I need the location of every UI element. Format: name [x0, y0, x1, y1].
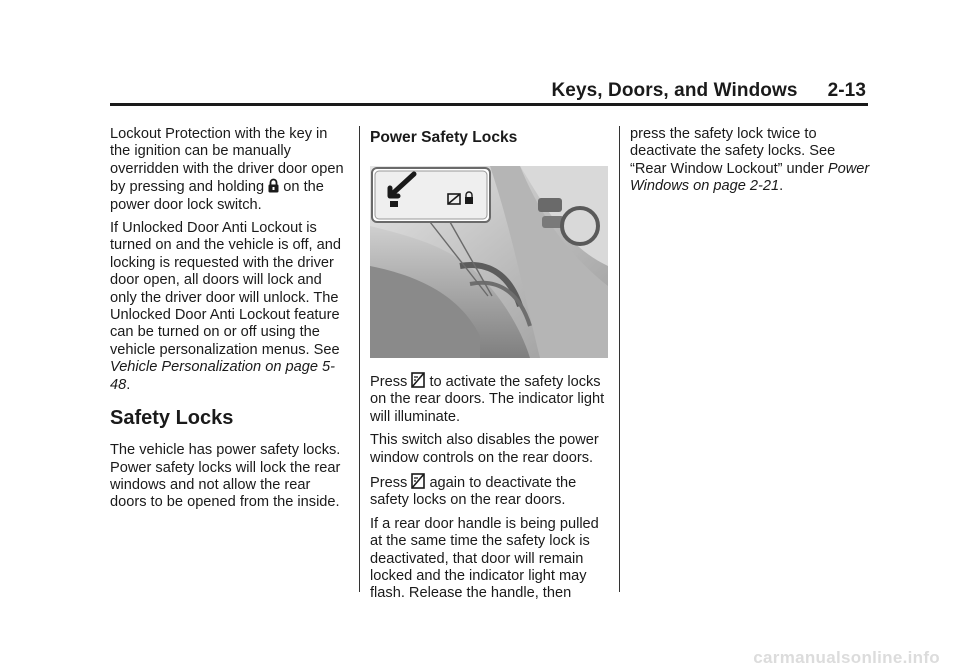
- column-divider: [359, 126, 360, 592]
- running-header: [551, 80, 866, 102]
- paragraph-switch-disables: This switch also disables the power window controls on the rear doors.: [370, 432, 599, 466]
- text: .: [126, 376, 131, 393]
- paragraph-lockout-protection: [110, 126, 350, 214]
- paragraph-activate: [370, 372, 610, 426]
- door-switch-illustration: [370, 166, 608, 358]
- text: on the power door lock switch.: [110, 179, 324, 213]
- column-3: [630, 126, 870, 202]
- text: to activate the safety locks on the rear doors. The indicator light will illuminate.: [370, 374, 605, 425]
- header-rule: [110, 103, 868, 106]
- paragraph-deactivate: [370, 473, 610, 510]
- text: Press: [370, 374, 408, 390]
- window-lockout-icon: [411, 473, 425, 489]
- cross-reference-link[interactable]: Vehicle Personalization on page 5-48: [110, 359, 335, 393]
- paragraph-door-handle: If a rear door handle is being pulled at the same time the safety lock is deactivated, that door will remain locked and the indicator light may flash. Release the handle, then: [370, 515, 599, 602]
- section-title: Keys, Doors, and Windows: [551, 80, 798, 101]
- text: again to deactivate the safety locks on the rear doors.: [370, 475, 577, 509]
- watermark: carmanualsonline.info: [753, 648, 940, 667]
- column-2: [370, 126, 610, 609]
- window-lockout-icon: [411, 372, 425, 388]
- page-number: 2-13: [827, 80, 866, 101]
- padlock-icon: [268, 178, 279, 193]
- text: Press: [370, 475, 408, 492]
- paragraph-safety-locks: The vehicle has power safety locks. Power safety locks will lock the rear windows and not allow the rear doors to be opened from the inside.: [110, 442, 341, 511]
- text: .: [779, 178, 784, 195]
- paragraph-unlocked-door-anti-lockout: [110, 220, 350, 394]
- subsection-heading-power-safety-locks: Power Safety Locks: [370, 129, 518, 146]
- text: If Unlocked Door Anti Lockout is turned on and the vehicle is off, and locking is requested with the driver door open, all doors will lock and only the driver door will unlock. The Unlocked Door Anti Lockout feature can be turned on or off using the vehicle personalization menus. See: [110, 220, 341, 358]
- text: press the safety lock twice to deactivate the safety locks. See “Rear Window Lockout” under: [630, 126, 836, 177]
- column-1: [110, 126, 350, 518]
- section-heading-safety-locks: Safety Locks: [110, 407, 234, 430]
- paragraph-continued: [630, 126, 870, 196]
- cross-reference-link[interactable]: Power Windows on page 2-21: [630, 160, 870, 195]
- text: Lockout Protection with the key in the ignition can be manually overridden with the driver door open by pressing and holding: [110, 126, 344, 196]
- column-divider: [619, 126, 620, 592]
